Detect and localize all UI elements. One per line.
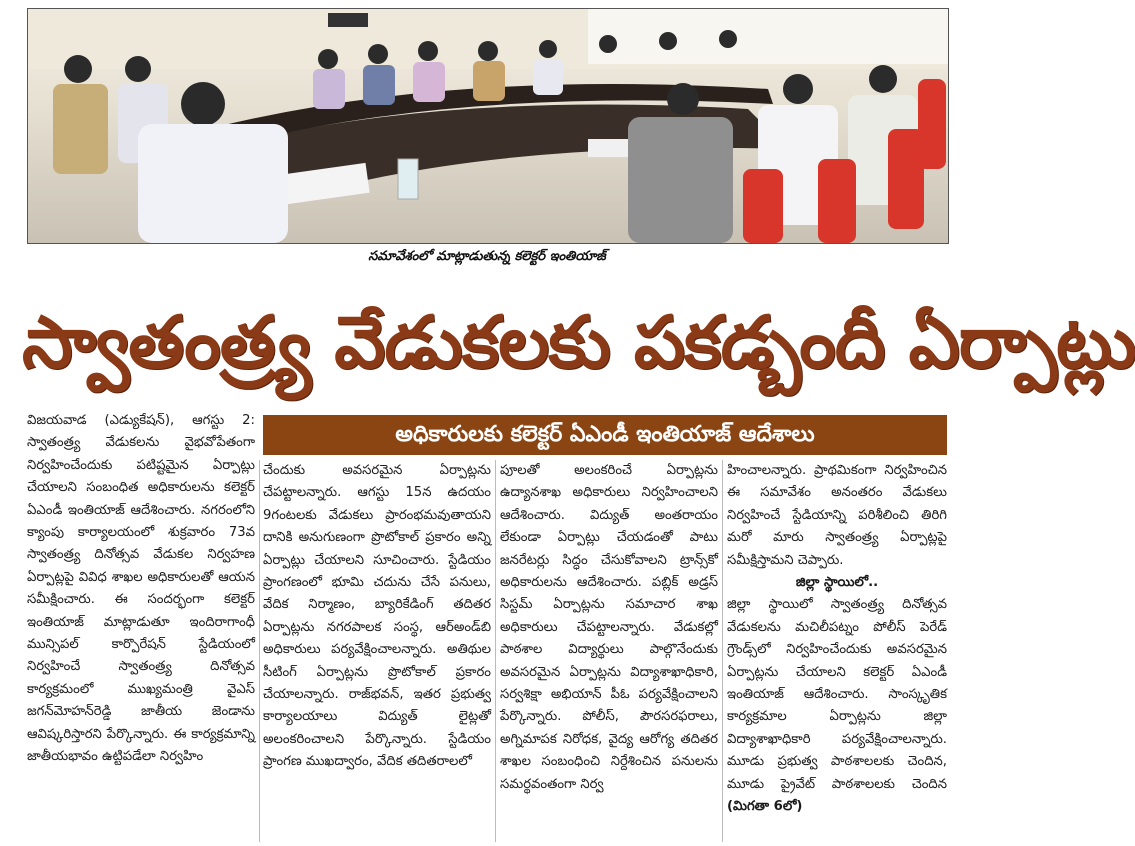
- photo-caption: సమావేశంలో మాట్లాడుతున్న కలెక్టర్ ఇంతియాజ్: [368, 249, 606, 264]
- section-subheading: జిల్లా స్థాయిలో..: [795, 575, 879, 591]
- article-text: హించాలన్నారు. ప్రాథమికంగా నిర్వహించిన ఈ సమావేశం అనంతరం వేడుకలు నిర్వహించే స్టేడియాన్ని పరిశీలించి తిరిగి మరో మారు స్వాతంత్ర్య ఏర్పాట్లపై సమీక్షిస్తామని చెప్పారు.: [727, 463, 947, 568]
- article-text-continued: జిల్లా స్థాయిలో స్వాతంత్ర్య దినోత్సవ వేడుకలను మచిలీపట్నం పోలీస్ పెరేడ్ గ్రౌండ్స్‌లో నిర్వహించేందుకు అవసరమైన ఏర్పాట్లను చేయాలని కలెక్టర్ ఏఎండీ ఇంతియాజ్ ఆదేశించారు. సాంస్కృతిక కార్యక్రమాల ఏర్పాట్లను జిల్లా విద్యాశాఖాధికారి పర్యవేక్షించాలన్నారు. మూడు ప్రభుత్వ పాఠశాలలకు చెందిన, మూడు ప్రైవేట్ పాఠశాలలకు చెందిన: [727, 597, 947, 792]
- article-column-2: [263, 460, 491, 842]
- article-text: [727, 594, 947, 818]
- subheadline-banner: అధికారులకు కలెక్టర్ ఏఎండీ ఇంతియాజ్ ఆదేశాలు: [263, 415, 947, 455]
- meeting-photo: [27, 8, 949, 244]
- column-divider: [495, 460, 496, 842]
- article-column-1: [27, 410, 255, 842]
- article-text: చేందుకు అవసరమైన ఏర్పాట్లను చేపట్టాలన్నారు. ఆగస్టు 15న ఉదయం 9గంటలకు వేడుకలు ప్రారంభమవుతాయని దానికి అనుగుణంగా ప్రొటోకాల్ ప్రకారం అన్ని ఏర్పాట్లు చేయాలని సూచించారు. స్టేడియం ప్రాంగణంలో భూమి చదును చేసే పనులు, వేదిక నిర్మాణం, బ్యారికేడింగ్ తదితర ఏర్పాట్లను నగరపాలక సంస్థ, ఆర్‌అండ్‌బి అధికారులు పర్యవేక్షించాలన్నారు. అతిథుల సీటింగ్ ఏర్పాట్లను ప్రొటోకాల్ ప్రకారం చేయాలన్నారు. రాజ్‌భవన్, ఇతర ప్రభుత్వ కార్యాలయాలు విద్యుత్ లైట్లతో అలంకరించాలని పేర్కొన్నారు. స్టేడియం ప్రాంగణ ముఖద్వారం, వేదిక తదితరాలలో: [263, 463, 491, 770]
- article-column-4: [727, 460, 947, 842]
- column-divider: [259, 460, 260, 842]
- article-column-3: [500, 460, 718, 842]
- headline: స్వాతంత్ర్య వేడుకలకు పకడ్బందీ ఏర్పాట్లు: [22, 300, 1135, 384]
- column-divider: [722, 460, 723, 842]
- article-text: విజయవాడ (ఎడ్యుకేషన్), ఆగస్టు 2: స్వాతంత్ర్య వేడుకలను వైభవోపేతంగా నిర్వహించేందుకు పటిష్టమైన ఏర్పాట్లు చేయాలని సంబంధిత అధికారులను కలెక్టర్ ఏఎండీ ఇంతియాజ్ ఆదేశించారు. నగరంలోని క్యాంపు కార్యాలయంలో శుక్రవారం 73వ స్వాతంత్ర్య దినోత్సవ వేడుకల నిర్వహణ ఏర్పాట్లపై వివిధ శాఖల అధికారులతో ఆయన సమీక్షించారు. ఈ సందర్భంగా కలెక్టర్ ఇంతియాజ్ మాట్లాడుతూ ఇందిరాగాంధీ మున్సిపల్ కార్పొరేషన్ స్టేడియంలో నిర్వహించే స్వాతంత్ర్య దినోత్సవ కార్యక్రమంలో ముఖ్యమంత్రి వైఎస్ జగన్‌మోహన్‌రెడ్డి జాతీయ జెండాను ఆవిష్కరిస్తారని పేర్కొన్నారు. ఈ కార్యక్రమాన్ని జాతీయభావం ఉట్టిపడేలా నిర్వహిం: [27, 413, 255, 765]
- article-text: పూలతో అలంకరించే ఏర్పాట్లను ఉద్యానశాఖ అధికారులు నిర్వహించాలని ఆదేశించారు. విద్యుత్ అంతరాయం లేకుండా ఏర్పాట్లు చేయడంతో పాటు జనరేటర్లు సిద్ధం చేసుకోవాలని ట్రాన్స్‌కో అధికారులను ఆదేశించారు. పబ్లిక్ అడ్రస్ సిస్టమ్ ఏర్పాట్లను సమాచార శాఖ అధికారులు చేపట్టాలన్నారు. వేడుకల్లో పాఠశాల విద్యార్థులు పాల్గొనేందుకు అవసరమైన ఏర్పాట్లను విద్యాశాఖాధికారి, సర్వశిక్షా అభియాన్ పీఓ పర్యవేక్షించాలని పేర్కొన్నారు. పోలీస్, పౌరసరఫరాలు, అగ్నిమాపక నిరోధక, వైద్య ఆరోగ్య తదితర శాఖల సంబంధించి నిర్దేశించిన పనులను సమర్థవంతంగా నిర్వ: [500, 463, 718, 792]
- meeting-photo-illustration: [28, 9, 948, 243]
- continued-on-page-tag: (మిగతా 6లో): [727, 799, 803, 815]
